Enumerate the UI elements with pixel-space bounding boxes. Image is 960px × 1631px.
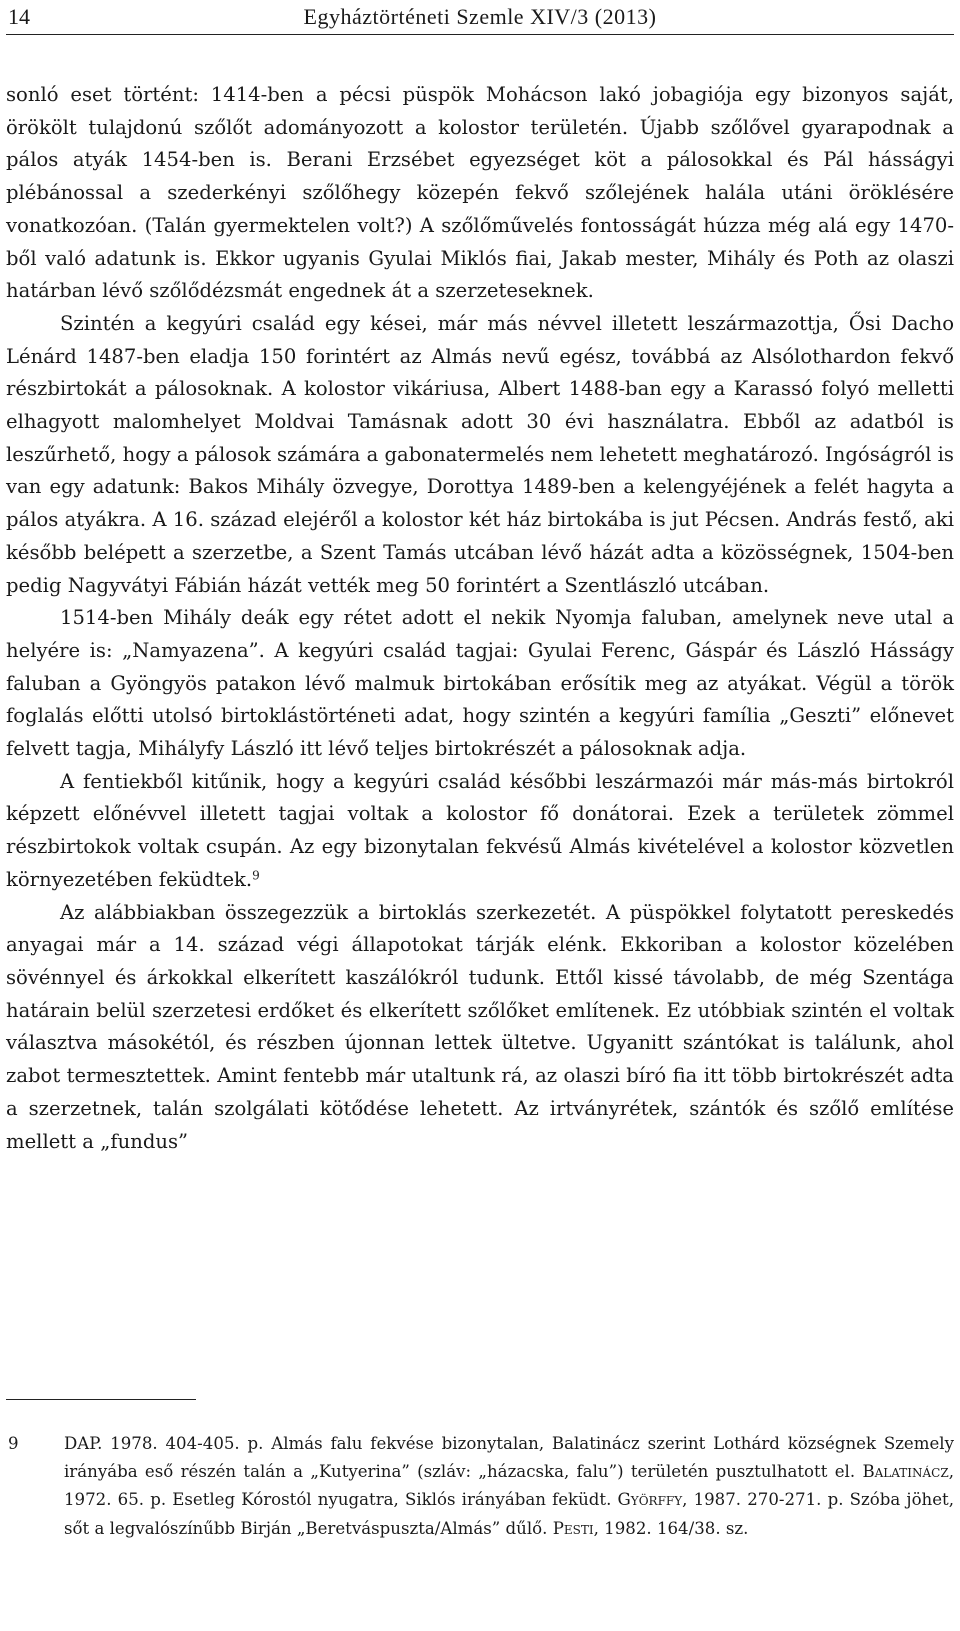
- footnote-text-part: , 1982. 164/38. sz.: [593, 1518, 749, 1538]
- footnote-number: 9: [8, 1434, 19, 1453]
- footnote-separator: [6, 1399, 196, 1400]
- paragraph: Az alábbiakban összegezzük a birtoklás szerkezetét. A püspökkel folytatott pereskedés anyagai már a 14. század végi állapotokat tárják elénk. Ekkoriban a kolostor közelében sövénnyel és árkokkal elkerített kaszálókról tudunk. Ettől kissé távolabb, de még Szentága határain belül szerzetesi erdőket és elkerített szőlőket említenek. Ez utóbbiak szintén el voltak választva másokétól, és részben újonnan lettek ültetve. Ugyanitt szántókat is találunk, ahol zabot termesztettek. Amint fentebb már utaltunk rá, az olaszi bíró fia itt több birtokrészét adta a szerzetnek, talán szolgálati kötődése lehetett. Az irtványrétek, szántók és szőlő említése mellett a „fundus”: [6, 900, 954, 1153]
- footnote-text-part: DAP. 1978. 404-405. p. Almás falu fekvése bizonytalan, Balatinácz szerint Lothárd községnek Szemely irányába eső részén talán a „Kutyerina” (szláv: „házacska, falu”) területén pusztulhatott el.: [64, 1434, 954, 1482]
- author-name: Pesti: [552, 1518, 594, 1538]
- footnotes: [6, 1430, 954, 1543]
- author-name: Balatinácz: [862, 1462, 949, 1482]
- author-name: Györffy: [617, 1490, 683, 1510]
- page-number: 14: [8, 4, 30, 29]
- footnote-text-part: , 1972. 65. p. Esetleg Kórostól nyugatra, Siklós irányában feküdt.: [64, 1462, 954, 1510]
- journal-title: Egyháztörténeti Szemle XIV/3 (2013): [303, 4, 657, 29]
- paragraph-text: A fentiekből kitűnik, hogy a kegyúri család későbbi leszármazói már más-más birtokról képzett előnévvel illetett tagjai voltak a kolostor fő donátorai. Ezek a területek zömmel részbirtokok voltak csupán. Az egy bizonytalan fekvésű Almás kivételével a kolostor közvetlen környezetében feküdtek.: [6, 769, 954, 891]
- footnote-text-part: , 1987. 270-271. p. Szóba jöhet, sőt a legvalószínűbb Birján „Beretváspuszta/Almás” dűlő.: [64, 1490, 955, 1538]
- paragraph: 1514-ben Mihály deák egy rétet adott el nekik Nyomja faluban, amelynek neve utal a helyére is: „Namyazena”. A kegyúri család tagjai: Gyulai Ferenc, Gáspár és László Hásságy faluban a Gyöngyös patakon lévő malmuk birtokában erősítik meg az atyákat. Végül a török foglalás előtti utolsó birtoklástörténeti adat, hogy szintén a kegyúri família „Geszti” előnevet felvett tagja, Mihályfy László itt lévő teljes birtokrészét a pálosoknak adja.: [6, 606, 954, 761]
- running-header: [6, 0, 954, 35]
- article-body: [6, 79, 954, 1158]
- footnote-text: [64, 1434, 954, 1538]
- footnote-reference[interactable]: 9: [252, 868, 260, 883]
- paragraph: [6, 766, 954, 897]
- footnote: [6, 1430, 954, 1543]
- paragraph: Szintén a kegyúri család egy kései, már más névvel illetett leszármazottja, Ősi Dacho Lénárd 1487-ben eladja 150 forintért az Almás nevű egész, továbbá az Alsólothardon fekvő részbirtokát a pálosoknak. A kolostor vikáriusa, Albert 1488-ban egy a Karassó folyó melletti elhagyott malomhelyet Moldvai Tamásnak adott 30 évi használatra. Ebből az adatból is leszűrhető, hogy a pálosok számára a gabonatermelés nem lehetett meghatározó. Ingóságról is van egy adatunk: Bakos Mihály özvegye, Dorottya 1489-ben a kelengyéjének a felét hagyta a pálos atyákra. A 16. század elejéről a kolostor két ház birtokába is jut Pécsen. András festő, aki később belépett a szerzetbe, a Szent Tamás utcában lévő házát adta a közösségnek, 1504-ben pedig Nagyvátyi Fábián házát vették meg 50 forintért a Szentlászló utcában.: [6, 311, 954, 597]
- document-page: [6, 0, 954, 1158]
- paragraph: sonló eset történt: 1414-ben a pécsi püspök Mohácson lakó jobagiója egy bizonyos saját, örökölt tulajdonú szőlőt adományozott a kolostor területén. Újabb szőlővel gyarapodnak a pálos atyák 1454-ben is. Berani Erzsébet egyezséget köt a pálosokkal és Pál hásságyi plébánossal a szederkényi szőlőhegy közepén fekvő szőlejének halála utáni öröklésére vonatkozóan. (Talán gyermektelen volt?) A szőlőművelés fontosságát húzza még alá egy 1470-ből való adatunk is. Ekkor ugyanis Gyulai Miklós fiai, Jakab mester, Mihály és Poth az olaszi határban lévő szőlődézsmát engednek át a szerzeteseknek.: [6, 83, 954, 303]
